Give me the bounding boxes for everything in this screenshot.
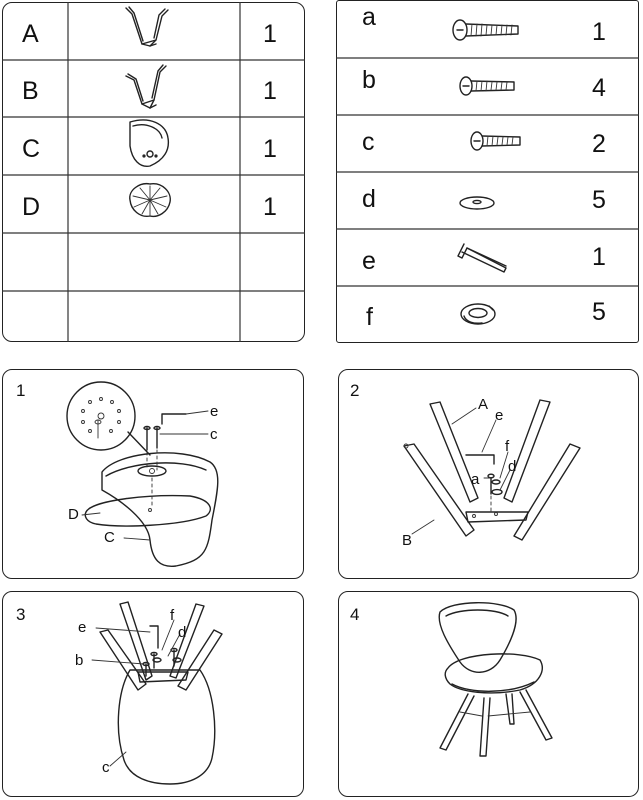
assembled-chair-icon <box>439 603 552 756</box>
hw-qty-f: 5 <box>592 298 606 326</box>
hw-letter-a: a <box>362 3 376 31</box>
step-3-callout-f: f <box>170 607 175 624</box>
part-qty-c: 1 <box>263 135 277 163</box>
part-letter-c: C <box>22 135 41 163</box>
step-2-number: 2 <box>350 381 360 400</box>
step-3-number: 3 <box>16 605 26 624</box>
hw-letter-f: f <box>366 303 373 331</box>
hw-letter-b: b <box>362 66 376 94</box>
step-2-callout-a: a <box>471 471 480 488</box>
step-3-callout-d: d <box>178 624 187 641</box>
hw-letter-e: e <box>362 247 376 275</box>
step-2-callout-f: f <box>505 438 510 455</box>
step-3-callout-c: c <box>102 759 110 776</box>
step-2-callout-e: e <box>495 407 504 424</box>
step-2-callout-d: d <box>508 458 517 475</box>
step-1-callout-c: c <box>210 426 218 443</box>
hw-qty-b: 4 <box>592 74 606 102</box>
part-letter-d: D <box>22 193 41 221</box>
part-letter-b: B <box>22 77 39 105</box>
part-qty-a: 1 <box>263 20 277 48</box>
part-qty-b: 1 <box>263 77 277 105</box>
step-2-callout-b-frame: B <box>402 532 413 549</box>
hw-letter-d: d <box>362 185 376 213</box>
hw-qty-a: 1 <box>592 18 606 46</box>
step-1-callout-d: D <box>68 506 79 523</box>
part-letter-a: A <box>22 20 39 48</box>
step-2-callout-a-frame: A <box>478 396 489 413</box>
part-qty-d: 1 <box>263 193 277 221</box>
hw-qty-c: 2 <box>592 130 606 158</box>
hw-letter-c: c <box>362 128 375 156</box>
hw-qty-d: 5 <box>592 186 606 214</box>
step-3-callout-b: b <box>75 652 84 669</box>
step-1-callout-c-shell: C <box>104 529 115 546</box>
step-1-number: 1 <box>16 381 26 400</box>
step-3-callout-e: e <box>78 619 87 636</box>
step-1-callout-e: e <box>210 403 219 420</box>
step-4-number: 4 <box>350 605 360 624</box>
hw-qty-e: 1 <box>592 243 606 271</box>
